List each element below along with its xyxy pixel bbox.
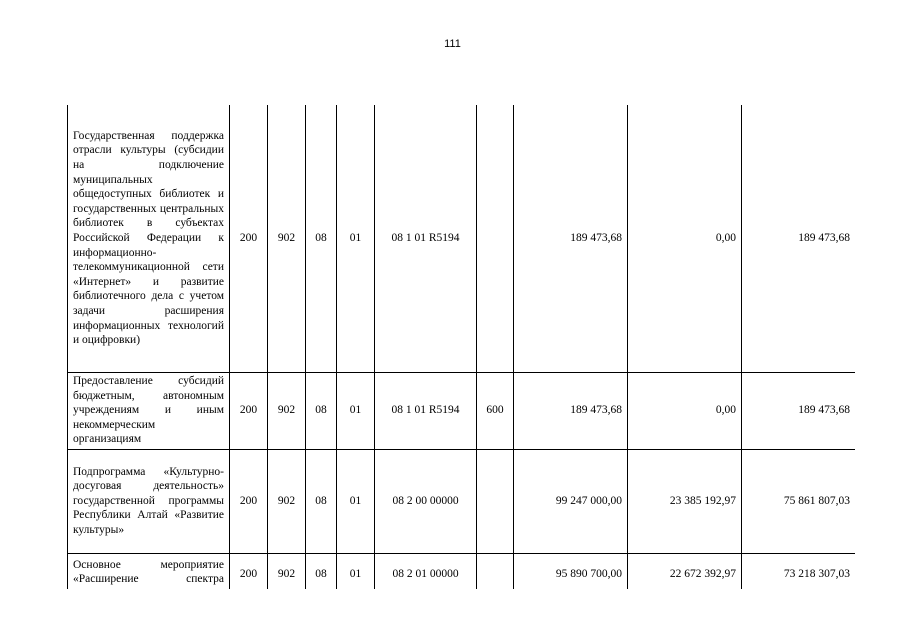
- cell-change: 23 385 192,97: [628, 449, 742, 553]
- cell-amount: 189 473,68: [514, 105, 628, 372]
- cell-target-article: 08 1 01 R5194: [375, 105, 477, 372]
- budget-table-viewport: [67, 105, 855, 589]
- cell-target-article: 08 2 00 00000: [375, 449, 477, 553]
- row-name: Основное мероприятие «Расширение спектра: [68, 553, 230, 589]
- cell-code-3: 08: [306, 105, 337, 372]
- cell-code-1: 200: [230, 553, 268, 589]
- cell-code-3: 08: [306, 449, 337, 553]
- cell-total: 73 218 307,03: [742, 553, 856, 589]
- budget-table: [67, 105, 855, 589]
- cell-expense-type: [477, 105, 514, 372]
- cell-code-2: 902: [268, 553, 306, 589]
- table-row: [68, 105, 856, 372]
- table-row: [68, 553, 856, 589]
- cell-code-1: 200: [230, 372, 268, 449]
- cell-code-1: 200: [230, 105, 268, 372]
- cell-code-2: 902: [268, 449, 306, 553]
- cell-expense-type: [477, 553, 514, 589]
- cell-code-2: 902: [268, 105, 306, 372]
- cell-amount: 99 247 000,00: [514, 449, 628, 553]
- cell-amount: 95 890 700,00: [514, 553, 628, 589]
- row-name: Предоставление субсидий бюджетным, автономным учреждениям и иным некоммерческим организациям: [68, 372, 230, 449]
- cell-change: 0,00: [628, 105, 742, 372]
- cell-code-3: 08: [306, 553, 337, 589]
- cell-code-4: 01: [337, 553, 375, 589]
- cell-expense-type: [477, 449, 514, 553]
- cell-code-4: 01: [337, 105, 375, 372]
- cell-code-1: 200: [230, 449, 268, 553]
- cell-code-4: 01: [337, 372, 375, 449]
- cell-total: 189 473,68: [742, 372, 856, 449]
- table-row: [68, 449, 856, 553]
- cell-total: 189 473,68: [742, 105, 856, 372]
- table-row: [68, 372, 856, 449]
- cell-change: 22 672 392,97: [628, 553, 742, 589]
- cell-target-article: 08 2 01 00000: [375, 553, 477, 589]
- cell-total: 75 861 807,03: [742, 449, 856, 553]
- cell-target-article: 08 1 01 R5194: [375, 372, 477, 449]
- cell-code-4: 01: [337, 449, 375, 553]
- cell-expense-type: 600: [477, 372, 514, 449]
- cell-code-3: 08: [306, 372, 337, 449]
- row-name: Государственная поддержка отрасли культуры (субсидии на подключение муниципальных общедоступных библиотек и государственных центральных библиотек в субъектах Российской Федерации к информационно-телекоммуникационной сети «Интернет» и развитие библиотечного дела с учетом задачи расширения информационных технологий и оцифровки): [68, 105, 230, 372]
- cell-code-2: 902: [268, 372, 306, 449]
- cell-change: 0,00: [628, 372, 742, 449]
- cell-amount: 189 473,68: [514, 372, 628, 449]
- page-number: 111: [444, 38, 461, 50]
- row-name: Подпрограмма «Культурно-досуговая деятельность» государственной программы Республики Алтай «Развитие культуры»: [68, 449, 230, 553]
